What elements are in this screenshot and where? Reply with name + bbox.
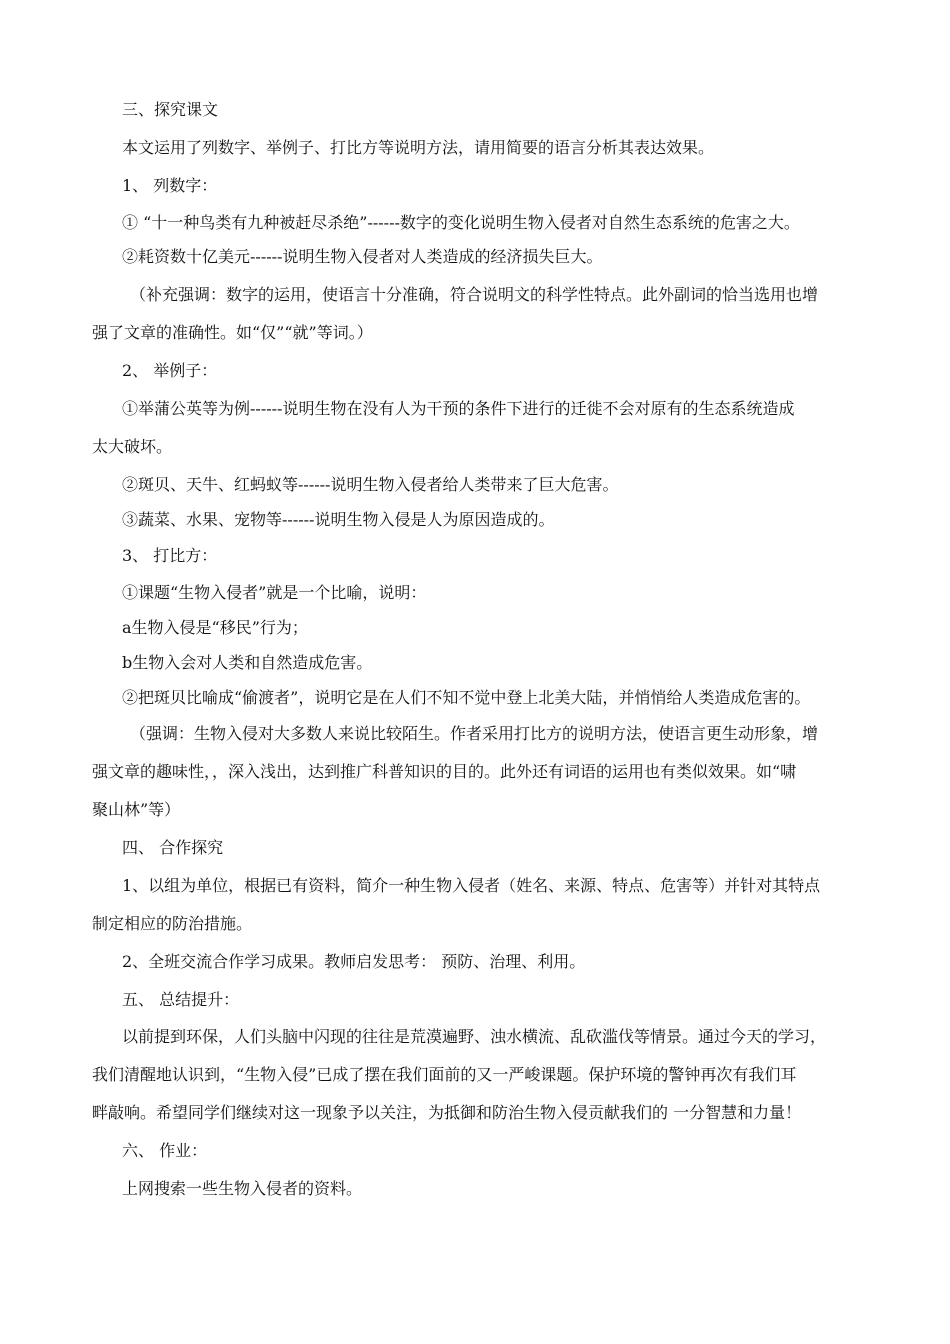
section-heading-3: 三、探究课文 <box>122 100 219 119</box>
paragraph-text: ②耗资数十亿美元------说明生物入侵者对人类造成的经济损失巨大。 <box>122 247 603 266</box>
section-heading-6: 六、 作业： <box>122 1141 208 1160</box>
paragraph-text: 强文章的趣味性，，深入浅出，达到推广科普知识的目的。此外还有词语的运用也有类似效果。如“啸 <box>92 762 797 781</box>
paragraph-text: 2、全班交流合作学习成果。教师启发思考： 预防、治理、利用。 <box>122 952 586 971</box>
paragraph-text: ②把斑贝比喻成“偷渡者”，说明它是在人们不知不觉中登上北美大陆，并悄悄给人类造成危害的。 <box>122 688 811 707</box>
paragraph-text: 太大破坏。 <box>92 437 173 456</box>
section-heading-4: 四、 合作探究 <box>122 838 224 857</box>
paragraph-text: 以前提到环保，人们头脑中闪现的往往是荒漠遍野、浊水横流、乱砍滥伐等情景。通过今天的学习， <box>122 1027 827 1046</box>
subheading-examples: 2、 举例子： <box>122 361 218 380</box>
subheading-metaphor: 3、 打比方： <box>122 546 218 565</box>
paragraph-text: （补充强调：数字的运用，使语言十分准确，符合说明文的科学性特点。此外副词的恰当选用也增 <box>130 285 819 304</box>
paragraph-text: ③蔬菜、水果、宠物等------说明生物入侵是人为原因造成的。 <box>122 510 555 529</box>
section-heading-5: 五、 总结提升： <box>122 990 240 1009</box>
paragraph-text: 上网搜索一些生物入侵者的资料。 <box>122 1179 363 1198</box>
paragraph-text: ②斑贝、天牛、红蚂蚁等------说明生物入侵者给人类带来了巨大危害。 <box>122 475 619 494</box>
paragraph-text: （强调：生物入侵对大多数人来说比较陌生。作者采用打比方的说明方法，使语言更生动形象，增 <box>130 724 819 743</box>
paragraph-text: ①举蒲公英等为例------说明生物在没有人为干预的条件下进行的迁徙不会对原有的生态系统造成 <box>122 399 795 418</box>
paragraph-text: 本文运用了列数字、举例子、打比方等说明方法，请用简要的语言分析其表达效果。 <box>122 138 715 157</box>
paragraph-text: 畔敲响。希望同学们继续对这一现象予以关注，为抵御和防治生物入侵贡献我们的 一分智慧和力量！ <box>92 1103 802 1122</box>
subheading-list-numbers: 1、 列数字： <box>122 176 218 195</box>
paragraph-text: b生物入会对人类和自然造成危害。 <box>122 653 373 672</box>
paragraph-text: ① “十一种鸟类有九种被赶尽杀绝”------数字的变化说明生物入侵者对自然生态系统的危害之大。 <box>122 213 800 232</box>
paragraph-text: 我们清醒地认识到，“生物入侵”已成了摆在我们面前的又一严峻课题。保护环境的警钟再次有我们耳 <box>92 1065 797 1084</box>
paragraph-text: a生物入侵是“移民”行为； <box>122 618 308 637</box>
paragraph-text: 聚山林”等） <box>92 800 181 819</box>
paragraph-text: 1、以组为单位，根据已有资料，简介一种生物入侵者（姓名、来源、特点、危害等）并针对其特点 <box>122 876 821 895</box>
paragraph-text: 强了文章的准确性。如“仅”“就”等词。） <box>92 323 373 342</box>
paragraph-text: 制定相应的防治措施。 <box>92 914 253 933</box>
paragraph-text: ①课题“生物入侵者”就是一个比喻，说明： <box>122 583 427 602</box>
